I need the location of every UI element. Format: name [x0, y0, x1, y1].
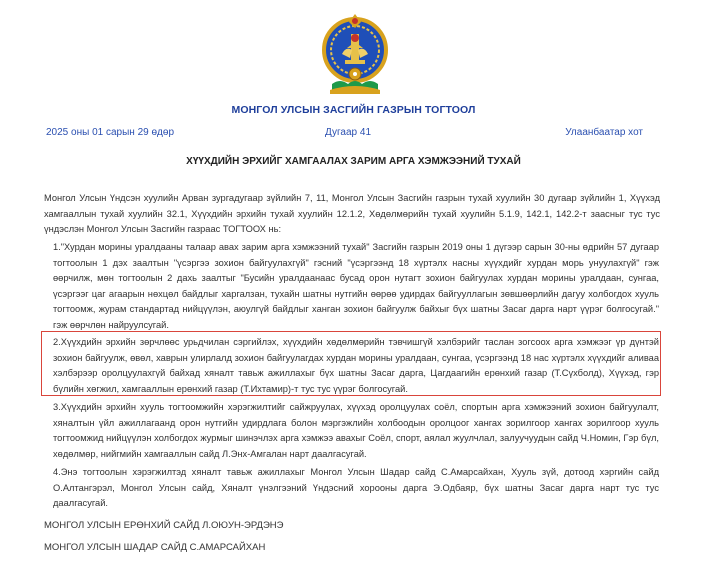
government-resolution-heading: МОНГОЛ УЛСЫН ЗАСГИЙН ГАЗРЫН ТОГТООЛ [231, 104, 476, 116]
document-title: ХҮҮХДИЙН ЭРХИЙГ ХАМГААЛАХ ЗАРИМ АРГА ХЭМЖЭЭНИЙ ТУХАЙ [186, 156, 521, 167]
paragraph-3: 3.Хүүхдийн эрхийн хууль тогтоомжийн хэрэгжилтийг сайжруулах, хүүхэд оролцуулах соёл, спортын арга хэмжээний зохион байгуулалт, хяналтын үйл ажиллагаанд орон нутгийн удирдлага болон мэргэжлийн холбоодын оролцоог хангах зорилгоор хангах зорилгоор хууль тогтоомжид нийцүүлэн холбогдох журмыг шинэчлэх арга хэмжээ авахыг Соёл, спорт, аялал жуулчлал, залуучуудын сайд Ч.Номин, Гэр бүл, хөдөлмөр, нийгмийн хамгааллын сайд Л.Энх-Амгалан нарт даалгасугай. [53, 402, 659, 459]
resolution-date: 2025 оны 01 сарын 29 өдөр [46, 127, 175, 138]
resolution-number: Дугаар 41 [325, 127, 372, 138]
paragraph-1: 1."Хурдан морины уралдааны талаар авах зарим арга хэмжээний тухай" Засгийн газрын 2019 оны 1 дүгээр сарын 30-ны өдрийн 57 дугаар тогтоолын 1 дэх заалтын "үсэргээ зохион байгуулахгүй" гэсний "үсэргээнд 18 хүртэлх насны хүүхдийг хурдан морь унуулахгүй" гэж өөрчилж, мөн тогтоолын 2 дахь заалтыг "Бусийн уралдаанаас бусад орон нутагт зохион байгуулах хурдан морины уралдаан, сунгаа, үсэргээг цаг агаарын нөхцөл байдлыг харгалзан, тухайн шатны нутгийн өөрөө удирдах байгууллагын зөвшөөрлийн дагуу холбогдох хууль тогтоомж, журам стандартад нийцүүлэн, аюулгүй байдлыг ханган зохион байгуулж байхыг бүх шатны Засаг дарга нарт үүрэг болгосугай." гэж өөрчлөн найруулсугай. [53, 242, 659, 330]
intro-paragraph: Монгол Улсын Үндсэн хуулийн Арван зургадугаар зүйлийн 7, 11, Монгол Улсын Засгийн газрын тухай хуулийн 30 дугаар зүйлийн 1, Хүүхэд хамгааллын тухай хуулийн 32.1, Хүүхдийн эрхийн тухай хуулийн 12.1.2, Хөдөлмөрийн тухай хуулийн 5.1.9, 142.1, 142.2-т заасныг тус тус үндэслэн Монгол Улсын Засгийн газраас ТОГТООХ нь: [44, 193, 660, 235]
paragraph-4: 4.Энэ тогтоолын хэрэгжилтэд хяналт тавьж ажиллахыг Монгол Улсын Шадар сайд С.Амарсайхан, Хууль зүй, дотоод хэргийн сайд О.Алтангэрэл, Монгол Улсын сайд, Хяналт үнэлгээний Үндэсний хорооны дарга Э.Одбаяр, бүх шатны Засаг дарга нарт тус тус даалгасугай. [53, 467, 659, 509]
signature-prime-minister: МОНГОЛ УЛСЫН ЕРӨНХИЙ САЙД Л.ОЮУН-ЭРДЭНЭ [44, 520, 284, 531]
paragraph-2: 2.Хүүхдийн эрхийн зөрчлөөс урьдчилан сэргийлэх, хүүхдийн хөдөлмөрийн тэвчишгүй хэлбэрийг таслан зогсоох арга хэмжээг үр дүнтэй зохион байгуулж, өвөл, хаврын улирлалд зохион байгуулагдах хурдан морины уралдаан, сунгаа, үсэргээнд 18 нас хүртэлх хүүхдийг аливаа хэлбэрээр оролцуулахгүй байхад хяналт тавьж ажиллахыг бүх шатны Засаг дарга, Цагдаагийн ерөнхий газар (Т.Сүхболд), Хүүхэд, гэр бүлийн хөгжил, хамгааллын ерөнхий газар (Т.Ихтамир)-т тус тус үүрэг болгосугай. [53, 337, 659, 394]
resolution-place: Улаанбаатар хот [565, 127, 643, 138]
state-emblem-icon [320, 10, 390, 98]
signature-deputy-prime-minister: МОНГОЛ УЛСЫН ШАДАР САЙД С.АМАРСАЙХАН [44, 542, 266, 553]
